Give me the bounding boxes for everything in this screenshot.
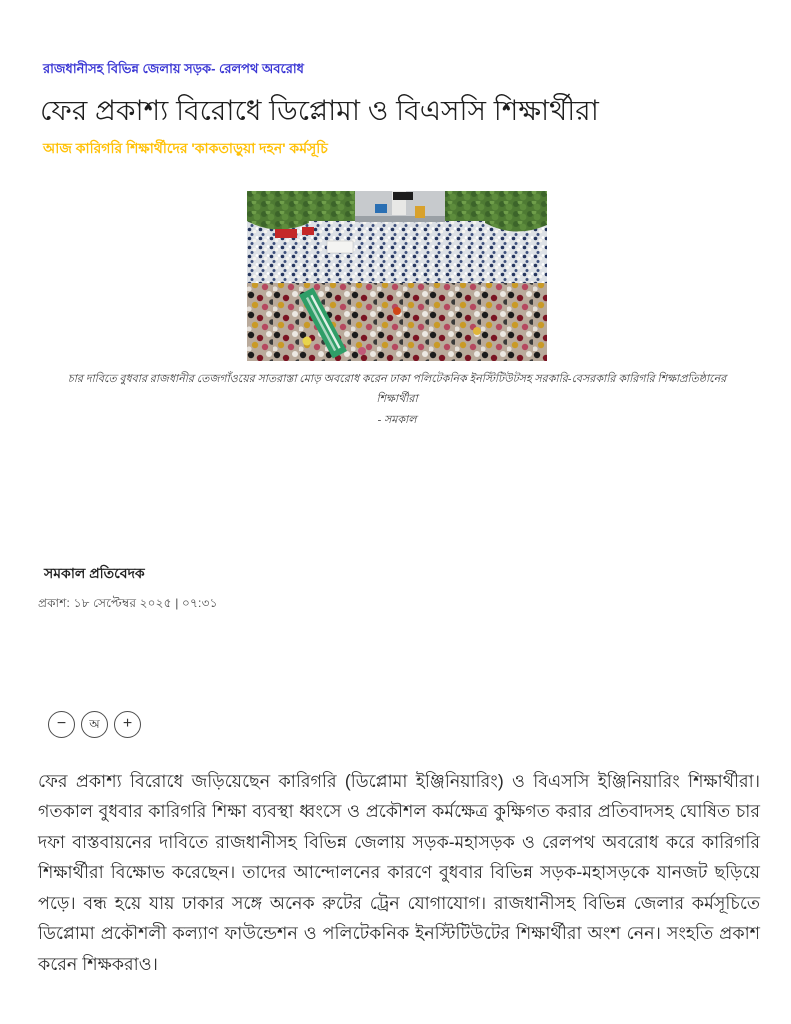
photo-credit: - সমকাল xyxy=(377,413,417,426)
photo-caption xyxy=(47,369,747,430)
category-link[interactable]: রাজধানীসহ বিভিন্ন জেলায় সড়ক- রেলপথ অবরোধ xyxy=(43,61,304,76)
plus-icon: + xyxy=(122,714,133,732)
minus-icon: − xyxy=(56,714,67,732)
article-subtitle: আজ কারিগরি শিক্ষার্থীদের 'কাকতাড়ুয়া দহন' কর্মসূচি xyxy=(43,140,328,156)
font-reset-button[interactable] xyxy=(81,711,108,738)
font-decrease-button[interactable] xyxy=(48,711,75,738)
article-figure xyxy=(38,191,756,430)
font-increase-button[interactable] xyxy=(114,711,141,738)
bengali-a-icon: অ xyxy=(89,717,100,732)
protest-photo xyxy=(247,191,547,361)
byline-block xyxy=(38,562,756,615)
photo-caption-text: চার দাবিতে বুধবার রাজধানীর তেজগাঁওয়ের সাতরাস্তা মোড় অবরোধ করেন ঢাকা পলিটেকনিক ইনস্টিটিউটসহ সরকারি-বেসরকারি কারিগরি শিক্ষাপ্রতিষ্ঠানের শিক্ষার্থীরা xyxy=(67,373,727,406)
reporter-name: সমকাল প্রতিবেদক xyxy=(44,565,145,582)
publish-datetime: প্রকাশ: ১৮ সেপ্টেম্বর ২০২৫ | ০৭:৩১ xyxy=(38,596,218,611)
article-headline: ফের প্রকাশ্য বিরোধে ডিপ্লোমা ও বিএসসি শিক্ষার্থীরা xyxy=(40,95,599,126)
font-size-controls xyxy=(48,711,756,738)
article-body-paragraph: ফের প্রকাশ্য বিরোধে জড়িয়েছেন কারিগরি (ডিপ্লোমা ইঞ্জিনিয়ারিং) ও বিএসসি ইঞ্জিনিয়ারিং শিক্ষার্থীরা। গতকাল বুধবার কারিগরি শিক্ষা ব্যবস্থা ধ্বংসে ও প্রকৌশল কর্মক্ষেত্র কুক্ষিগত করার প্রতিবাদসহ ঘোষিত চার দফা বাস্তবায়নের দাবিতে রাজধানীসহ বিভিন্ন জেলায় সড়ক-মহাসড়ক ও রেলপথ অবরোধ করে কারিগরি শিক্ষার্থীরা বিক্ষোভ করেছেন। তাদের আন্দোলনের কারণে বুধবার বিভিন্ন সড়ক-মহাসড়কে যানজট ছড়িয়ে পড়ে। বন্ধ হয়ে যায় ঢাকার সঙ্গে অনেক রুটের ট্রেন যোগাযোগ। রাজধানীসহ বিভিন্ন জেলার কর্মসূচিতে ডিপ্লোমা প্রকৌশলী কল্যাণ ফাউন্ডেশন ও পলিটেকনিক ইনস্টিটিউটের শিক্ষার্থীরা অংশ নেন। সংহতি প্রকাশ করেন শিক্ষকরাও। xyxy=(38,771,760,974)
